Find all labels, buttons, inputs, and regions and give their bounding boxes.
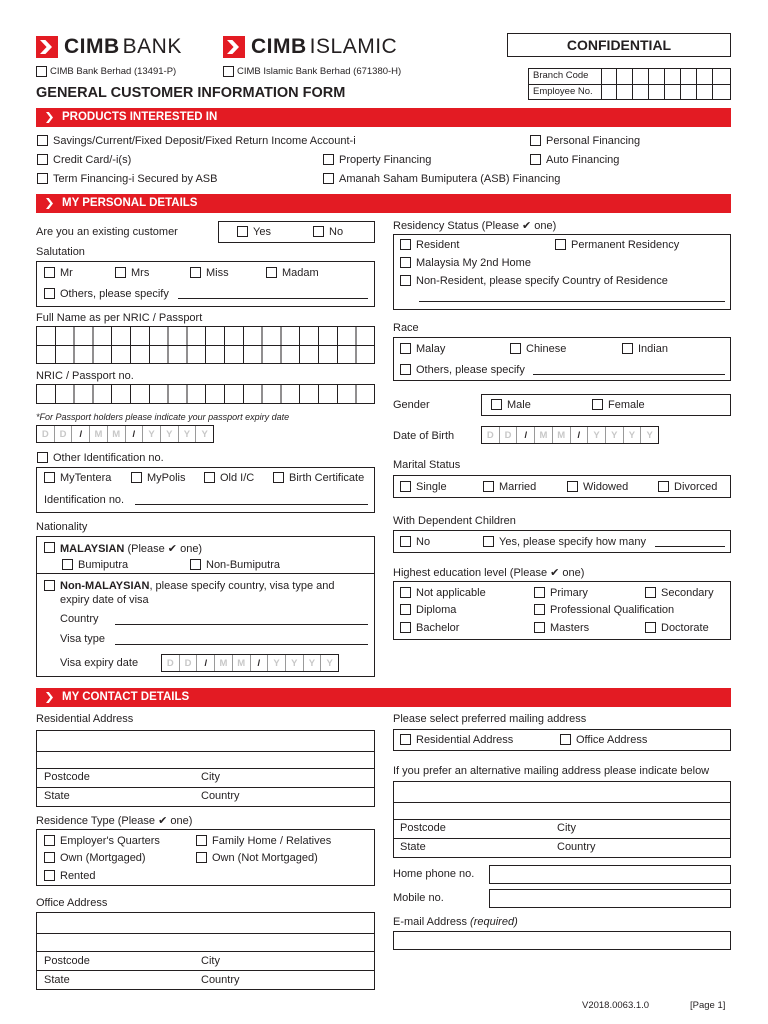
mm2h-label: Malaysia My 2nd Home xyxy=(416,257,531,269)
miss-checkbox[interactable] xyxy=(190,267,201,278)
permanent-checkbox[interactable] xyxy=(555,239,566,250)
mobile-label: Mobile no. xyxy=(393,892,444,904)
miss-label: Miss xyxy=(206,267,229,279)
asb-financing-label: Amanah Saham Bumiputera (ASB) Financing xyxy=(339,173,561,185)
off-postcode-label: Postcode xyxy=(44,955,90,967)
resident-label: Resident xyxy=(416,239,460,251)
indian-label: Indian xyxy=(638,343,668,355)
primary-label: Primary xyxy=(550,587,588,599)
property-financing-checkbox[interactable] xyxy=(323,154,334,165)
mytentera-checkbox[interactable] xyxy=(44,472,55,483)
residence-type-label: Residence Type (Please ✔ one) xyxy=(36,815,193,827)
mypolis-label: MyPolis xyxy=(147,472,186,484)
existing-no-checkbox[interactable] xyxy=(313,226,324,237)
professional-label: Professional Qualification xyxy=(550,604,675,616)
nationality-label: Nationality xyxy=(36,521,88,533)
term-financing-checkbox[interactable] xyxy=(37,173,48,184)
rented-label: Rented xyxy=(60,870,96,882)
home-phone-label: Home phone no. xyxy=(393,868,475,880)
dob-input[interactable]: D D / M M / Y Y Y Y xyxy=(481,426,659,444)
mail-office-checkbox[interactable] xyxy=(560,734,571,745)
non-malaysian-label: Non-MALAYSIAN, please specify country, visa type and xyxy=(60,580,335,592)
contact-heading: MY CONTACT DETAILS xyxy=(36,688,731,707)
mr-checkbox[interactable] xyxy=(44,267,55,278)
credit-card-label: Credit Card/-i(s) xyxy=(53,154,132,166)
entity2-label: CIMB Islamic Bank Berhad (671380-H) xyxy=(237,66,402,77)
mm2h-checkbox[interactable] xyxy=(400,257,411,268)
own-not-mortgaged-label: Own (Not Mortgaged) xyxy=(212,852,318,864)
auto-financing-label: Auto Financing xyxy=(546,154,620,166)
branch-code-label: Branch Code xyxy=(533,70,589,81)
chinese-label: Chinese xyxy=(526,343,567,355)
alt-state-label: State xyxy=(400,841,426,853)
visa-type-input[interactable] xyxy=(115,644,368,645)
oldic-label: Old I/C xyxy=(220,472,255,484)
race-others-input[interactable] xyxy=(533,374,725,375)
passport-note: *For Passport holders please indicate your passport expiry date xyxy=(36,412,290,422)
asb-financing-checkbox[interactable] xyxy=(323,173,334,184)
own-mortgaged-checkbox[interactable] xyxy=(44,852,55,863)
diploma-checkbox[interactable] xyxy=(400,604,411,615)
products-heading: PRODUCTS INTERESTED IN xyxy=(36,108,731,127)
married-label: Married xyxy=(499,481,537,493)
confidential-box: CONFIDENTIAL xyxy=(507,33,731,57)
widowed-label: Widowed xyxy=(583,481,629,493)
divorced-checkbox[interactable] xyxy=(658,481,669,492)
other-id-checkbox[interactable] xyxy=(37,452,48,463)
marital-label: Marital Status xyxy=(393,459,461,471)
form-title: GENERAL CUSTOMER INFORMATION FORM xyxy=(36,85,346,101)
visa-expiry-label: Visa expiry date xyxy=(60,657,139,669)
resident-checkbox[interactable] xyxy=(400,239,411,250)
cimb-logo-icon xyxy=(223,36,245,58)
mypolis-checkbox[interactable] xyxy=(131,472,142,483)
masters-label: Masters xyxy=(550,622,590,634)
fullname-label: Full Name as per NRIC / Passport xyxy=(36,312,203,324)
dependent-count-input[interactable] xyxy=(655,546,725,547)
dependent-label: With Dependent Children xyxy=(393,515,516,527)
off-city-label: City xyxy=(201,955,220,967)
madam-label: Madam xyxy=(282,267,319,279)
office-address-label: Office Address xyxy=(36,897,108,909)
entity1-label: CIMB Bank Berhad (13491-P) xyxy=(50,66,177,77)
entity2-checkbox[interactable] xyxy=(223,66,234,77)
non-bumiputra-label: Non-Bumiputra xyxy=(206,559,280,571)
employer-checkbox[interactable] xyxy=(44,835,55,846)
employer-label: Employer's Quarters xyxy=(60,835,160,847)
mrs-checkbox[interactable] xyxy=(115,267,126,278)
personal-financing-label: Personal Financing xyxy=(546,135,641,147)
residency-label: Residency Status (Please ✔ one) xyxy=(393,220,557,232)
existing-yes-checkbox[interactable] xyxy=(237,226,248,237)
primary-checkbox[interactable] xyxy=(534,587,545,598)
secondary-label: Secondary xyxy=(661,587,714,599)
female-checkbox[interactable] xyxy=(592,399,603,410)
widowed-checkbox[interactable] xyxy=(567,481,578,492)
existing-customer-label: Are you an existing customer xyxy=(36,226,178,238)
other-id-label: Other Identification no. xyxy=(53,452,164,464)
salutation-others-input[interactable] xyxy=(178,298,368,299)
savings-checkbox[interactable] xyxy=(37,135,48,146)
non-malaysian-checkbox[interactable] xyxy=(44,580,55,591)
chinese-checkbox[interactable] xyxy=(510,343,521,354)
bumiputra-label: Bumiputra xyxy=(78,559,129,571)
na-label: Not applicable xyxy=(416,587,486,599)
indian-checkbox[interactable] xyxy=(622,343,633,354)
email-label: E-mail Address (required) xyxy=(393,916,518,928)
family-checkbox[interactable] xyxy=(196,835,207,846)
permanent-label: Permanent Residency xyxy=(571,239,680,251)
existing-no-label: No xyxy=(329,226,344,238)
home-phone-input[interactable] xyxy=(489,865,731,884)
id-no-label: Identification no. xyxy=(44,494,125,506)
fullname-input[interactable] xyxy=(36,326,375,364)
mailing-label: Please select preferred mailing address xyxy=(393,713,587,725)
mail-office-label: Office Address xyxy=(576,734,648,746)
mrs-label: Mrs xyxy=(131,267,150,279)
country-input[interactable] xyxy=(115,624,368,625)
res-city-label: City xyxy=(201,771,220,783)
divorced-label: Divorced xyxy=(674,481,718,493)
race-label: Race xyxy=(393,322,419,334)
secondary-checkbox[interactable] xyxy=(645,587,656,598)
nonresident-label: Non-Resident, please specify Country of Residence xyxy=(416,275,668,287)
education-label: Highest education level (Please ✔ one) xyxy=(393,567,585,579)
dob-label: Date of Birth xyxy=(393,430,455,442)
res-state-label: State xyxy=(44,790,70,802)
birth-cert-checkbox[interactable] xyxy=(273,472,284,483)
residence-country-input[interactable] xyxy=(419,301,725,302)
res-country-label: Country xyxy=(201,790,240,802)
dependent-yes-label: Yes, please specify how many xyxy=(499,536,646,548)
malaysian-label: MALAYSIAN (Please ✔ one) xyxy=(60,543,203,555)
page-number: [Page 1] xyxy=(690,1000,726,1011)
personal-financing-checkbox[interactable] xyxy=(530,135,541,146)
malay-label: Malay xyxy=(416,343,446,355)
madam-checkbox[interactable] xyxy=(266,267,277,278)
male-label: Male xyxy=(507,399,531,411)
employee-no-label: Employee No. xyxy=(533,86,593,97)
id-no-input[interactable] xyxy=(135,504,368,505)
family-label: Family Home / Relatives xyxy=(212,835,332,847)
cimb-logo-icon xyxy=(36,36,58,58)
nric-input[interactable] xyxy=(36,384,375,404)
residential-address-label: Residential Address xyxy=(36,713,134,725)
bachelor-label: Bachelor xyxy=(416,622,460,634)
branch-code-input[interactable] xyxy=(601,69,731,84)
bumiputra-checkbox[interactable] xyxy=(62,559,73,570)
dependent-no-checkbox[interactable] xyxy=(400,536,411,547)
female-label: Female xyxy=(608,399,645,411)
dependent-no-label: No xyxy=(416,536,431,548)
cimb-islamic-logo: CIMB ISLAMIC xyxy=(223,35,397,59)
term-financing-label: Term Financing-i Secured by ASB xyxy=(53,173,218,185)
cimb-bank-logo: CIMB BANK xyxy=(36,35,182,59)
bachelor-checkbox[interactable] xyxy=(400,622,411,633)
oldic-checkbox[interactable] xyxy=(204,472,215,483)
single-checkbox[interactable] xyxy=(400,481,411,492)
masters-checkbox[interactable] xyxy=(534,622,545,633)
professional-checkbox[interactable] xyxy=(534,604,545,615)
race-others-checkbox[interactable] xyxy=(400,364,411,375)
entity1-checkbox[interactable] xyxy=(36,66,47,77)
employee-no-input[interactable] xyxy=(601,84,731,99)
mail-residential-label: Residential Address xyxy=(416,734,514,746)
doctorate-label: Doctorate xyxy=(661,622,709,634)
res-postcode-label: Postcode xyxy=(44,771,90,783)
property-financing-label: Property Financing xyxy=(339,154,432,166)
salutation-label: Salutation xyxy=(36,246,85,258)
alt-postcode-label: Postcode xyxy=(400,822,446,834)
mobile-input[interactable] xyxy=(489,889,731,908)
rented-checkbox[interactable] xyxy=(44,870,55,881)
own-mortgaged-label: Own (Mortgaged) xyxy=(60,852,146,864)
birth-cert-label: Birth Certificate xyxy=(289,472,365,484)
version-label: V2018.0063.1.0 xyxy=(582,1000,650,1011)
married-checkbox[interactable] xyxy=(483,481,494,492)
visa-expiry-input[interactable]: D D / M M / Y Y Y Y xyxy=(161,654,339,672)
single-label: Single xyxy=(416,481,447,493)
visa-type-label: Visa type xyxy=(60,633,106,645)
nric-label: NRIC / Passport no. xyxy=(36,370,134,382)
alt-address-label: If you prefer an alternative mailing address please indicate below xyxy=(393,765,710,777)
alt-country-label: Country xyxy=(557,841,596,853)
race-others-label: Others, please specify xyxy=(416,364,525,376)
expiry-visa-label: expiry date of visa xyxy=(60,594,149,606)
dependent-yes-checkbox[interactable] xyxy=(483,536,494,547)
non-bumiputra-checkbox[interactable] xyxy=(190,559,201,570)
personal-heading: MY PERSONAL DETAILS xyxy=(36,194,731,213)
auto-financing-checkbox[interactable] xyxy=(530,154,541,165)
own-not-mortgaged-checkbox[interactable] xyxy=(196,852,207,863)
country-label: Country xyxy=(60,613,99,625)
existing-yes-label: Yes xyxy=(253,226,271,238)
savings-label: Savings/Current/Fixed Deposit/Fixed Return Income Account-i xyxy=(53,135,356,147)
salutation-others-label: Others, please specify xyxy=(60,288,169,300)
passport-expiry-input[interactable]: D D / M M / Y Y Y Y xyxy=(36,425,214,443)
malay-checkbox[interactable] xyxy=(400,343,411,354)
off-state-label: State xyxy=(44,974,70,986)
malaysian-checkbox[interactable] xyxy=(44,542,55,553)
mail-residential-checkbox[interactable] xyxy=(400,734,411,745)
email-input[interactable] xyxy=(393,931,731,950)
doctorate-checkbox[interactable] xyxy=(645,622,656,633)
mr-label: Mr xyxy=(60,267,73,279)
nonresident-checkbox[interactable] xyxy=(400,275,411,286)
diploma-label: Diploma xyxy=(416,604,457,616)
salutation-others-checkbox[interactable] xyxy=(44,288,55,299)
male-checkbox[interactable] xyxy=(491,399,502,410)
na-checkbox[interactable] xyxy=(400,587,411,598)
credit-card-checkbox[interactable] xyxy=(37,154,48,165)
gender-label: Gender xyxy=(393,399,430,411)
off-country-label: Country xyxy=(201,974,240,986)
alt-city-label: City xyxy=(557,822,576,834)
mytentera-label: MyTentera xyxy=(60,472,112,484)
